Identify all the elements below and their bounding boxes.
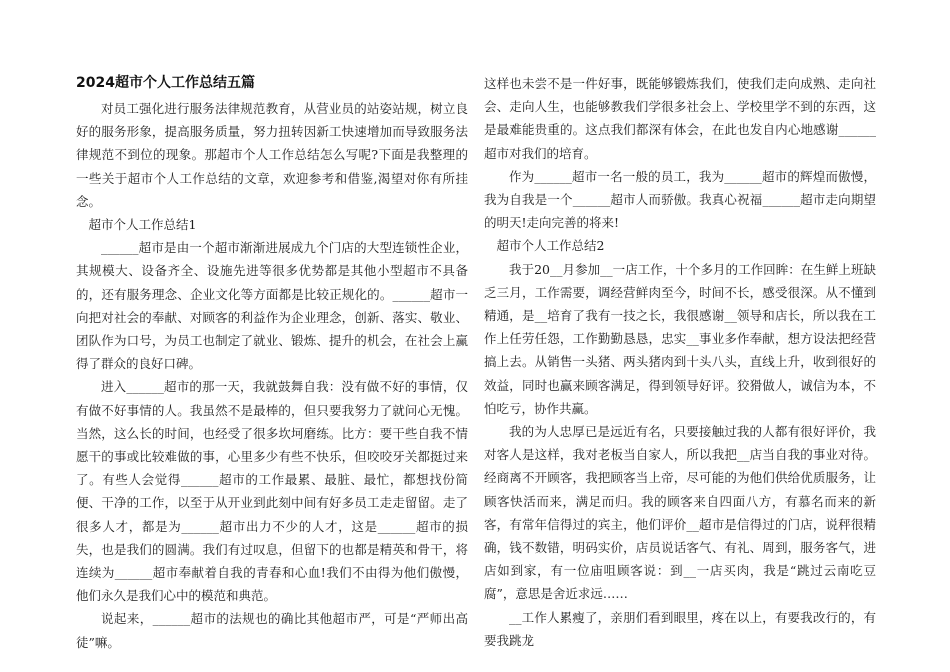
body-paragraph: 作为______超市一名一般的员工，我为______超市的辉煌而傲慢，我为自我是一个______超市人而骄傲。我真心祝福______超市走向期望的明天!走向完善的将来! bbox=[484, 168, 876, 231]
left-column bbox=[76, 72, 468, 654]
body-paragraph: 我的为人忠厚已是远近有名，只要接触过我的人都有很好评价，我对客人是这样，我对老板当自家人，所以我把__店当自我的事业对待。经商离不开顾客，我把顾客当上帝，尽可能的为他们供给优质服务，让顾客快活而来，满足而归。我的顾客来自四面八方，有慕名而来的新客，有常年信得过的宾主，他们评价__超市是信得过的门店，说秤很精确，钱不数错，明码实价，店员说话客气、有礼、周到，服务客气，进店如到家，有一位庙咀顾客说：到__一店买肉，我是“跳过云南吃豆腐”，意思是舍近求远…… bbox=[484, 424, 876, 602]
body-paragraph: 说起来，______超市的法规也的确比其他超市严，可是“严师出高徒”嘛。 bbox=[76, 611, 468, 650]
body-paragraph: __工作人累瘦了，亲朋们看到眼里，疼在以上，有要我改行的，有要我跳龙 bbox=[484, 609, 876, 648]
intro-paragraph: 对员工强化进行服务法律规范教育，从营业员的站姿站规，树立良好的服务形象，提高服务质量，努力扭转因新工快速增加而导致服务法律规范不到位的现象。那超市个人工作总结怎么写呢?下面是我整理的一些关于超市个人工作总结的文章，欢迎参考和借鉴,渴望对你有所挂念。 bbox=[76, 101, 468, 209]
document-title: 2024超市个人工作总结五篇 bbox=[76, 75, 255, 91]
section-heading-1: 超市个人工作总结1 bbox=[88, 217, 197, 233]
body-paragraph: 我于20__月参加__一店工作，十个多月的工作回眸：在生鲜上班缺乏三月，工作需要，调经营鲜肉至今，时间不长，感受很深。从不懂到精通，是__培育了我有一技之长，我很感谢__领导和店长，所以我在工作上任劳任怨，工作勤勤恳恳，忠实__事业多作奉献，想方设法把经营搞上去。从销售一头猪、两头猪肉到十头八头，直线上升，收到很好的效益，同时也赢来顾客满足，得到领导好评。狡猾做人，诚信为本，不怕吃亏，协作共赢。 bbox=[484, 261, 876, 416]
right-column bbox=[484, 72, 876, 652]
section-heading-2: 超市个人工作总结2 bbox=[496, 238, 605, 254]
body-paragraph: 进入______超市的那一天，我就鼓舞自我：没有做不好的事情，仅有做不好事情的人。我虽然不是最棒的，但只要我努力了就问心无愧。当然，这么长的时间，也经受了很多坎坷磨练。比方：要干些自我不情愿干的事或比较难做的事，心里多少有些不快乐，但咬咬牙关都挺过来了。有些人会觉得______超市的工作最累、最脏、最忙，都想找份简便、干净的工作，以至于从开业到此刻中间有好多员工走走留留。走了很多人才，都是为______超市出力不少的人才，这是______超市的损失，也是我们的圆满。我们有过叹息，但留下的也都是精英和骨干，将连续为______超市奉献着自我的青春和心血!我们不由得为他们傲慢，他们永久是我们心中的模范和典范。 bbox=[76, 379, 468, 604]
body-paragraph: ______超市是由一个超市渐渐进展成九个门店的大型连锁性企业，其规模大、设备齐全、设施先进等很多优势都是其他小型超市不具备的，还有服务理念、企业文化等方面都是比较正规化的。______超市一向把对社会的奉献、对顾客的利益作为企业理念，创新、落实、敬业、团队作为口号，为员工也制定了就业、锻炼、提升的机会，在社会上赢得了群众的良好口碑。 bbox=[76, 240, 468, 372]
continued-paragraph: 这样也未尝不是一件好事，既能够锻炼我们，使我们走向成熟、走向社会、走向人生，也能够教我们学很多社会上、学校里学不到的东西，这是最难能贵重的。这点我们都深有体会，在此也发自内心地感谢______超市对我们的培育。 bbox=[484, 76, 876, 161]
